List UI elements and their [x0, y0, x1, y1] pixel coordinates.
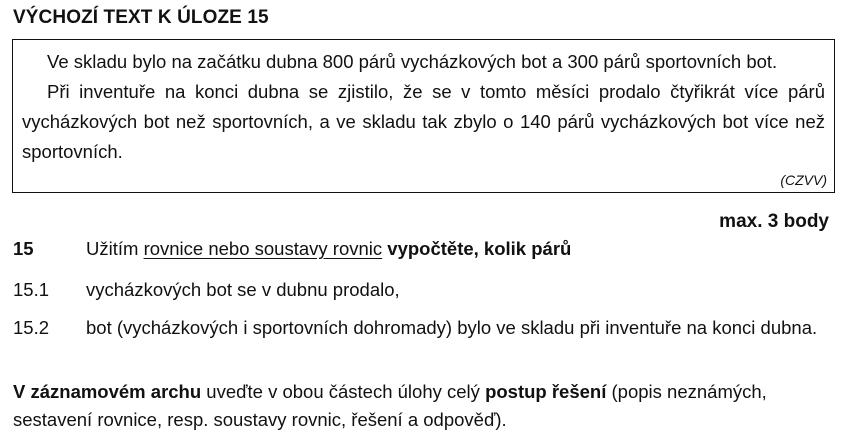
task-lead: Užitím [86, 238, 144, 259]
source-paragraph-2: Při inventuře na konci dubna se zjistilo, že se v tomto měsíci prodalo čtyřikrát více párů vycházkových bot než sportovních, a ve skladu tak zbylo o 140 párů vycházkových bot více než sportovních. [22, 81, 825, 162]
task-number: 15 [13, 238, 34, 259]
source-text-box [12, 39, 835, 193]
section-heading: VÝCHOZÍ TEXT K ÚLOZE 15 [13, 7, 269, 28]
answer-instruction [13, 378, 833, 434]
task-underlined-phrase: rovnice nebo soustavy rovnic [143, 238, 383, 259]
subtask-number: 15.2 [13, 317, 50, 338]
subtask-text: bot (vycházkových i sportovních dohromady) bylo ve skladu při inventuře na konci dubna. [86, 317, 818, 338]
source-paragraph-1: Ve skladu bylo na začátku dubna 800 párů vycházkových bot a 300 párů sportovních bot. [47, 51, 778, 72]
instruction-text-1: uveďte v obou částech úlohy celý [201, 381, 486, 402]
subtask-15-2 [13, 313, 833, 373]
subtask-15-1 [13, 275, 833, 305]
task-prompt [86, 234, 571, 263]
task-15 [13, 234, 833, 264]
task-bold-phrase: vypočtěte, kolik párů [387, 238, 572, 259]
instruction-text-2: (popis neznámých, sestavení rovnice, resp. soustavy rovnic, řešení a odpověď). [13, 381, 767, 430]
subtask-number: 15.1 [13, 279, 50, 300]
instruction-bold-2: postup řešení [485, 381, 607, 402]
max-points-label: max. 3 body [719, 211, 829, 232]
source-citation: (CZVV) [780, 172, 827, 188]
subtask-text: vycházkových bot se v dubnu prodalo, [86, 279, 400, 300]
instruction-bold-1: V záznamovém archu [13, 381, 202, 402]
